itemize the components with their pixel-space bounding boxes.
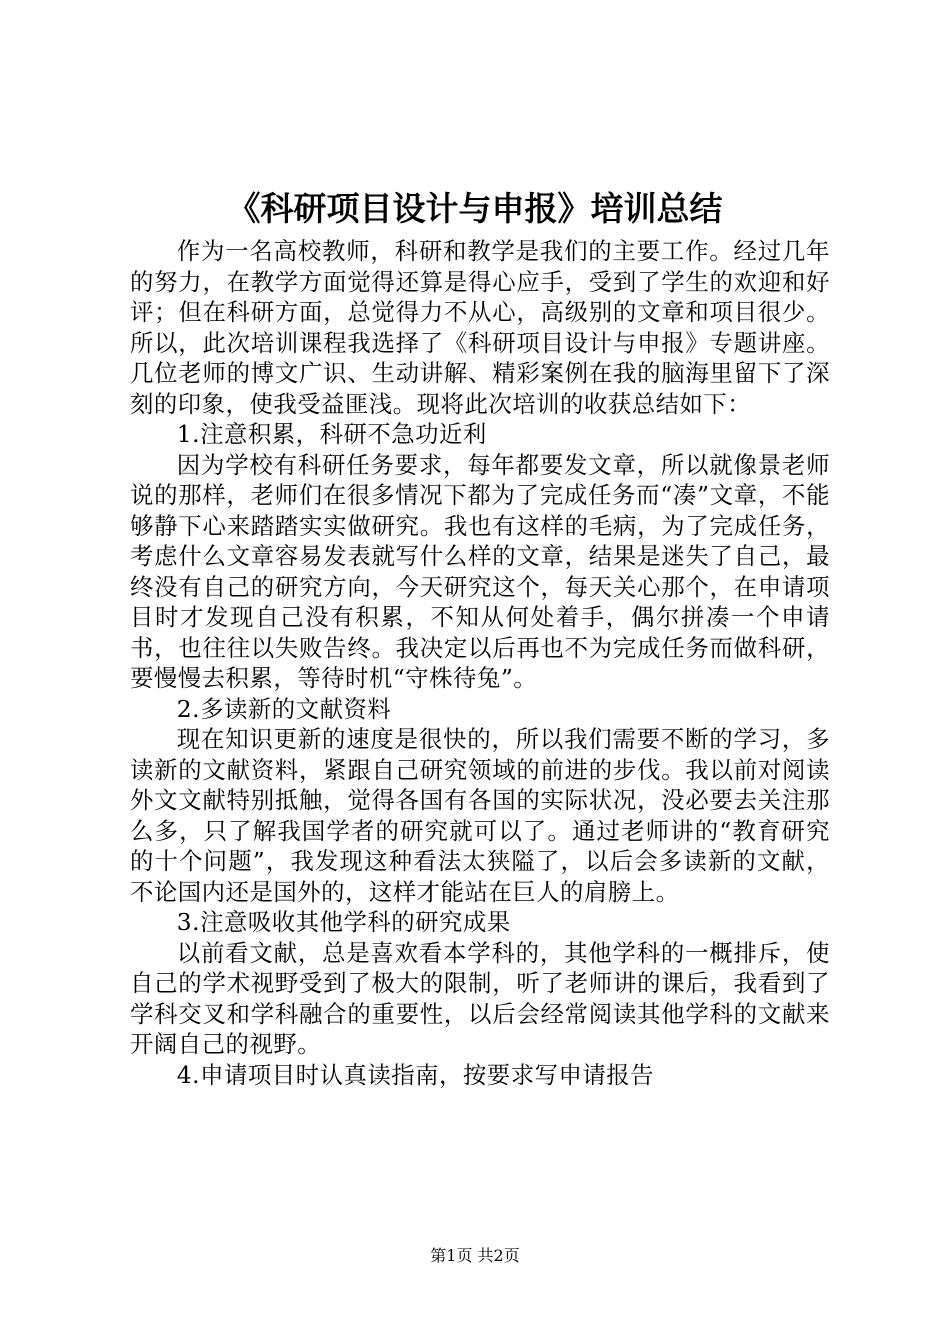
document-body	[130, 236, 830, 1090]
section-heading-2: 2.多读新的文献资料	[176, 694, 392, 723]
section-body-3: 以前看文献，总是喜欢看本学科的，其他学科的一概排斥，使自己的学术视野受到了极大的限制，听了老师讲的课后，我看到了学科交叉和学科融合的重要性，以后会经常阅读其他学科的文献来开阔自己的视野。	[130, 938, 830, 1058]
section-heading-1: 1.注意积累，科研不急功近利	[176, 420, 487, 448]
document-title: 《科研项目设计与申报》培训总结	[227, 189, 723, 228]
section-heading-3: 3.注意吸收其他学科的研究成果	[176, 908, 511, 936]
section-body-1: 因为学校有科研任务要求，每年都要发文章，所以就像景老师说的那样，老师们在很多情况下都为了完成任务而“凑”文章，不能够静下心来踏踏实实做研究。我也有这样的毛病，为了完成任务，考虑什么文章容易发表就写什么样的文章，结果是迷失了自己，最终没有自己的研究方向，今天研究这个，每天关心那个，在申请项目时才发现自己没有积累，不知从何处着手，偶尔拼凑一个申请书，也往往以失败告终。我决定以后再也不为完成任务而做科研，要慢慢去积累，等待时机“守株待兔”。	[130, 450, 830, 692]
intro-paragraph: 作为一名高校教师，科研和教学是我们的主要工作。经过几年的努力，在教学方面觉得还算是得心应手，受到了学生的欢迎和好评；但在科研方面，总觉得力不从心，高级别的文章和项目很少。所以，此次培训课程我选择了《科研项目设计与申报》专题讲座。几位老师的博文广识、生动讲解、精彩案例在我的脑海里留下了深刻的印象，使我受益匪浅。现将此次培训的收获总结如下：	[130, 237, 830, 418]
section-body-2: 现在知识更新的速度是很快的，所以我们需要不断的学习，多读新的文献资料，紧跟自己研究领域的前进的步伐。我以前对阅读外文文献特别抵触，觉得各国有各国的实际状况，没必要去关注那么多，只了解我国学者的研究就可以了。通过老师讲的“教育研究的十个问题”，我发现这种看法太狭隘了，以后会多读新的文献，不论国内还是国外的，这样才能站在巨人的肩膀上。	[130, 725, 830, 906]
page-footer: 第1页 共2页	[430, 1246, 520, 1265]
section-heading-4: 4.申请项目时认真读指南，按要求写申请报告	[176, 1060, 655, 1089]
